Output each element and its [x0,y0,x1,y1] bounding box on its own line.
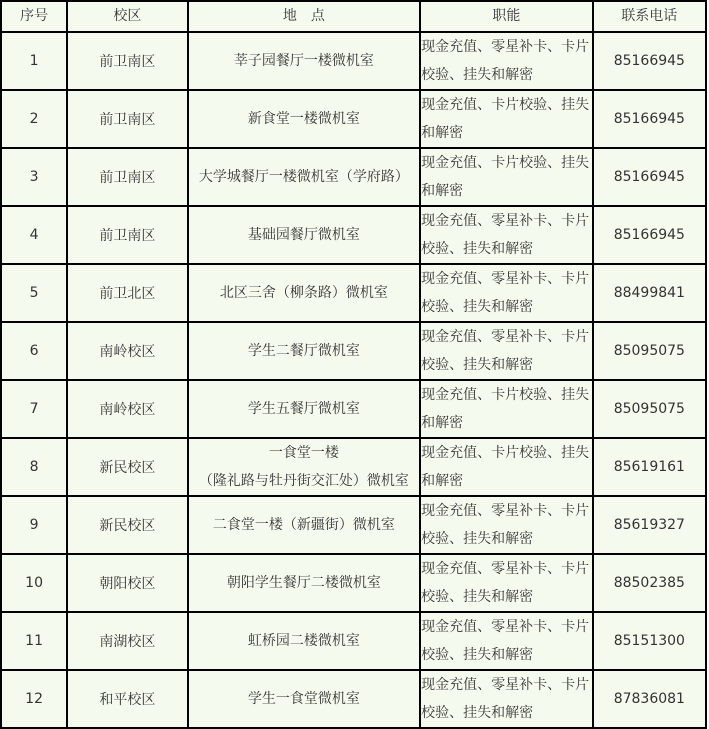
row-campus: 前卫北区 [68,265,186,321]
row-campus: 新民校区 [68,439,186,495]
row-phone: 85619327 [594,497,705,553]
row-phone: 85095075 [594,323,705,379]
row-campus: 前卫南区 [68,207,186,263]
row-function: 现金充值、零星补卡、卡片校验、挂失和解密 [421,671,591,727]
row-campus: 前卫南区 [68,149,186,205]
row-phone: 85166945 [594,149,705,205]
row-location: 学生五餐厅微机室 [189,381,420,437]
row-campus: 前卫南区 [68,91,186,147]
header-location: 地 点 [189,2,420,31]
row-phone: 85095075 [594,381,705,437]
row-phone: 85151300 [594,613,705,669]
table-header-row [2,2,705,31]
row-location: 北区三舍（柳条路）微机室 [189,265,420,321]
row-function: 现金充值、零星补卡、卡片校验、挂失和解密 [421,323,591,379]
table-row [2,265,705,321]
row-campus: 南岭校区 [68,381,186,437]
table-row [2,33,705,89]
header-seq: 序号 [2,2,66,31]
row-number: 1 [2,33,66,89]
row-phone: 85166945 [594,207,705,263]
row-function: 现金充值、零星补卡、卡片校验、挂失和解密 [421,33,591,89]
row-number: 12 [2,671,66,727]
row-number: 11 [2,613,66,669]
row-campus: 和平校区 [68,671,186,727]
row-phone: 88499841 [594,265,705,321]
row-function: 现金充值、零星补卡、卡片校验、挂失和解密 [421,207,591,263]
row-location-line1: 一食堂一楼 [268,445,339,461]
row-campus: 南岭校区 [68,323,186,379]
row-location: 莘子园餐厅一楼微机室 [189,33,420,89]
row-phone: 85619161 [594,439,705,495]
row-campus: 朝阳校区 [68,555,186,611]
row-campus: 前卫南区 [68,33,186,89]
row-location: 虹桥园二楼微机室 [189,613,420,669]
row-phone: 85166945 [594,33,705,89]
row-number: 8 [2,439,66,495]
row-location-line2: （隆礼路与牡丹街交汇处）微机室 [198,473,409,489]
row-campus: 新民校区 [68,497,186,553]
table-row [2,381,705,437]
row-number: 6 [2,323,66,379]
row-campus: 南湖校区 [68,613,186,669]
row-function: 现金充值、卡片校验、挂失和解密 [421,381,591,437]
table-row [2,555,705,611]
table-row [2,149,705,205]
table-row [2,497,705,553]
row-location: 学生二餐厅微机室 [189,323,420,379]
row-number: 7 [2,381,66,437]
header-function: 职能 [421,2,591,31]
table-row [2,207,705,263]
row-function: 现金充值、卡片校验、挂失和解密 [421,91,591,147]
row-location: 二食堂一楼（新疆街）微机室 [189,497,420,553]
row-location: 基础园餐厅微机室 [189,207,420,263]
row-function: 现金充值、卡片校验、挂失和解密 [421,149,591,205]
row-location: 朝阳学生餐厅二楼微机室 [189,555,420,611]
row-function: 现金充值、零星补卡、卡片校验、挂失和解密 [421,613,591,669]
table-row [2,439,705,495]
row-function: 现金充值、卡片校验、挂失和解密 [421,439,591,495]
row-number: 2 [2,91,66,147]
row-number: 5 [2,265,66,321]
row-number: 9 [2,497,66,553]
row-number: 10 [2,555,66,611]
row-location: 学生一食堂微机室 [189,671,420,727]
row-location [189,439,420,495]
row-phone: 85166945 [594,91,705,147]
table-row [2,613,705,669]
header-campus: 校区 [68,2,186,31]
row-function: 现金充值、零星补卡、卡片校验、挂失和解密 [421,555,591,611]
row-location: 大学城餐厅一楼微机室（学府路） [189,149,420,205]
header-phone: 联系电话 [594,2,705,31]
row-number: 3 [2,149,66,205]
table-row [2,91,705,147]
table-row [2,671,705,727]
table-row [2,323,705,379]
row-function: 现金充值、零星补卡、卡片校验、挂失和解密 [421,265,591,321]
row-phone: 88502385 [594,555,705,611]
row-location: 新食堂一楼微机室 [189,91,420,147]
row-number: 4 [2,207,66,263]
row-function: 现金充值、零星补卡、卡片校验、挂失和解密 [421,497,591,553]
row-phone: 87836081 [594,671,705,727]
